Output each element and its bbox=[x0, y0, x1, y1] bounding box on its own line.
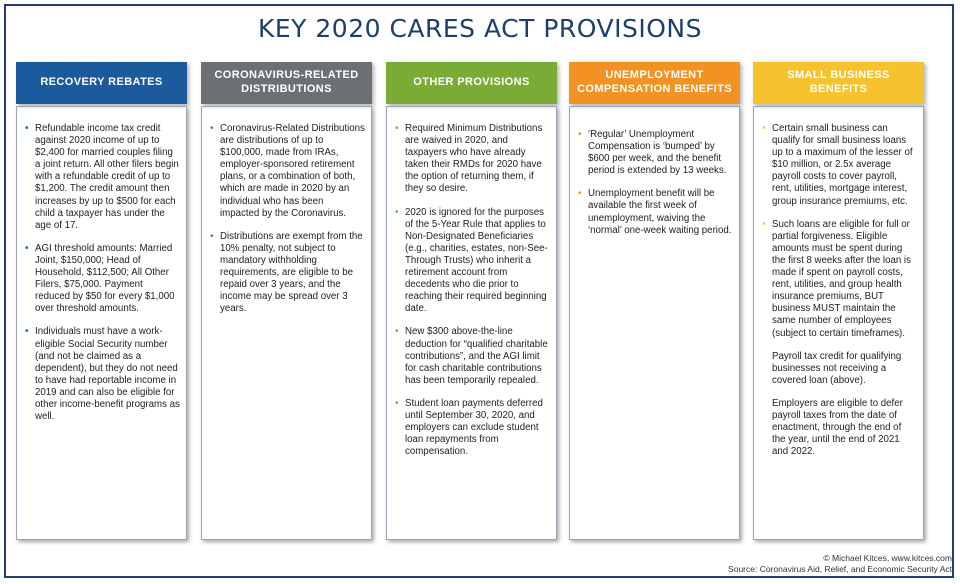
bullet-icon: • bbox=[762, 123, 766, 134]
bullet-icon: • bbox=[210, 123, 214, 134]
list-item-text: Distributions are exempt from the 10% penalty, not subject to mandatory withholding requirements, are eligible to be repaid over 3 years, and the income may be spread over 3 years. bbox=[220, 230, 363, 315]
bullet-icon: • bbox=[210, 230, 214, 242]
list-item bbox=[762, 219, 917, 340]
column-heading: OTHER PROVISIONS bbox=[386, 62, 557, 104]
footer bbox=[728, 553, 952, 575]
bullet-icon: • bbox=[395, 397, 399, 409]
bullet-icon: • bbox=[25, 123, 29, 134]
bullet-icon: • bbox=[395, 326, 399, 338]
list-item bbox=[578, 129, 733, 177]
list-item-text: ‘Regular’ Unemployment Compensation is ‘bumped’ by $600 per week, and the benefit period is extended by 13 weeks. bbox=[588, 129, 727, 177]
list-item-text: New $300 above-the-line deduction for “qualified charitable contributions”, and the AGI limit for cash charitable contributions has been temporarily repealed. bbox=[405, 326, 548, 386]
list-item bbox=[395, 207, 550, 316]
column-coronavirus-distributions bbox=[201, 62, 372, 540]
column-other-provisions bbox=[386, 62, 557, 540]
list-item-text: Certain small business can qualify for small business loans up to a maximum of the lesser of $10 million, or 2.5x average payroll costs to cover payroll, rent, utilities, mortgage interest, group insurance premiums, etc. bbox=[772, 123, 913, 207]
list-item bbox=[25, 123, 180, 232]
bullet-icon: • bbox=[578, 188, 582, 200]
list-item-text: Student loan payments deferred until September 30, 2020, and employers can exclude student loan repayments from compensation. bbox=[405, 397, 543, 458]
list-item bbox=[25, 243, 180, 316]
column-heading: CORONAVIRUS-RELATED DISTRIBUTIONS bbox=[201, 62, 372, 104]
bullet-icon: • bbox=[395, 123, 399, 134]
column-body bbox=[201, 106, 372, 540]
list-item-text: Required Minimum Distributions are waived in 2020, and taxpayers who have already taken their RMDs for 2020 have the option of returning them, if they so desire. bbox=[405, 123, 543, 195]
list-item bbox=[762, 123, 917, 208]
bullet-icon: • bbox=[762, 218, 766, 230]
column-unemployment-benefits bbox=[569, 62, 740, 540]
bullet-icon: • bbox=[25, 326, 29, 338]
list-item bbox=[25, 326, 180, 423]
list-item-text: Individuals must have a work-eligible Social Security number (and not be claimed as a dependent), but they do not need to have had reportable income in 2019 and can also be eligible for other income-benefit programs as well. bbox=[35, 326, 180, 423]
column-body bbox=[386, 106, 557, 540]
paragraph: Payroll tax credit for qualifying businesses not receiving a covered loan (above). bbox=[772, 350, 902, 386]
column-body bbox=[753, 106, 924, 540]
column-body bbox=[569, 106, 740, 540]
list-item bbox=[395, 123, 550, 196]
column-heading: RECOVERY REBATES bbox=[16, 62, 187, 104]
list-item-text: Refundable income tax credit against 2020 income of up to $2,400 for married couples filing a joint return. All other filers begin with a refundable credit of up to $1,200. The credit amount then increases by up to $500 for each child a taxpayer has under the age of 17. bbox=[35, 123, 179, 231]
bullet-icon: • bbox=[395, 206, 399, 218]
list-item bbox=[395, 398, 550, 458]
list-item-text: 2020 is ignored for the purposes of the 5-Year Rule that applies to Non-Designated Beneficiaries (e.g., charities, estates, non-See-Through Trusts) who inherit a retirement account from decedents who die prior to reaching their required beginning date. bbox=[405, 206, 548, 315]
column-heading: UNEMPLOYMENT COMPENSATION BENEFITS bbox=[569, 62, 740, 104]
column-body bbox=[16, 106, 187, 540]
bullet-icon: • bbox=[578, 129, 582, 140]
list-item bbox=[578, 188, 733, 236]
column-recovery-rebates bbox=[16, 62, 187, 540]
list-item-text: Such loans are eligible for full or partial forgiveness. Eligible amounts must be spent during the first 8 weeks after the loan is made if spent on payroll costs, rent, utilities, and group health insurance premiums, BUT business MUST maintain the same number of employees (subject to certain timeframes). bbox=[772, 218, 911, 339]
list-item bbox=[210, 231, 365, 316]
source-text: Source: Coronavirus Aid, Relief, and Economic Security Act bbox=[728, 564, 952, 574]
list-item bbox=[395, 326, 550, 386]
bullet-icon: • bbox=[25, 242, 29, 254]
list-item-text: AGI threshold amounts: Married Joint, $150,000; Head of Household, $112,500; All Other Filers, $75,000. Payment reduced by $50 for every $1,000 over threshold amounts. bbox=[35, 242, 175, 315]
paragraph: Employers are eligible to defer payroll taxes from the date of enactment, through the end of the year, until the end of 2021 and 2022. bbox=[772, 397, 903, 458]
column-small-business-benefits bbox=[753, 62, 924, 540]
column-heading: SMALL BUSINESS BENEFITS bbox=[753, 62, 924, 104]
list-item bbox=[210, 123, 365, 220]
list-item-text: Coronavirus-Related Distributions are distributions of up to $100,000, made from IRAs, employer-sponsored retirement plans, or a combination of both, which are made in 2020 by an individual who has been impacted by the Coronavirus. bbox=[220, 123, 365, 219]
copyright-text: © Michael Kitces, www.kitces.com bbox=[823, 553, 952, 563]
page-title: KEY 2020 CARES ACT PROVISIONS bbox=[257, 14, 702, 43]
list-item-text: Unemployment benefit will be available the first week of unemployment, waiving the ‘normal’ one-week waiting period. bbox=[588, 188, 732, 236]
